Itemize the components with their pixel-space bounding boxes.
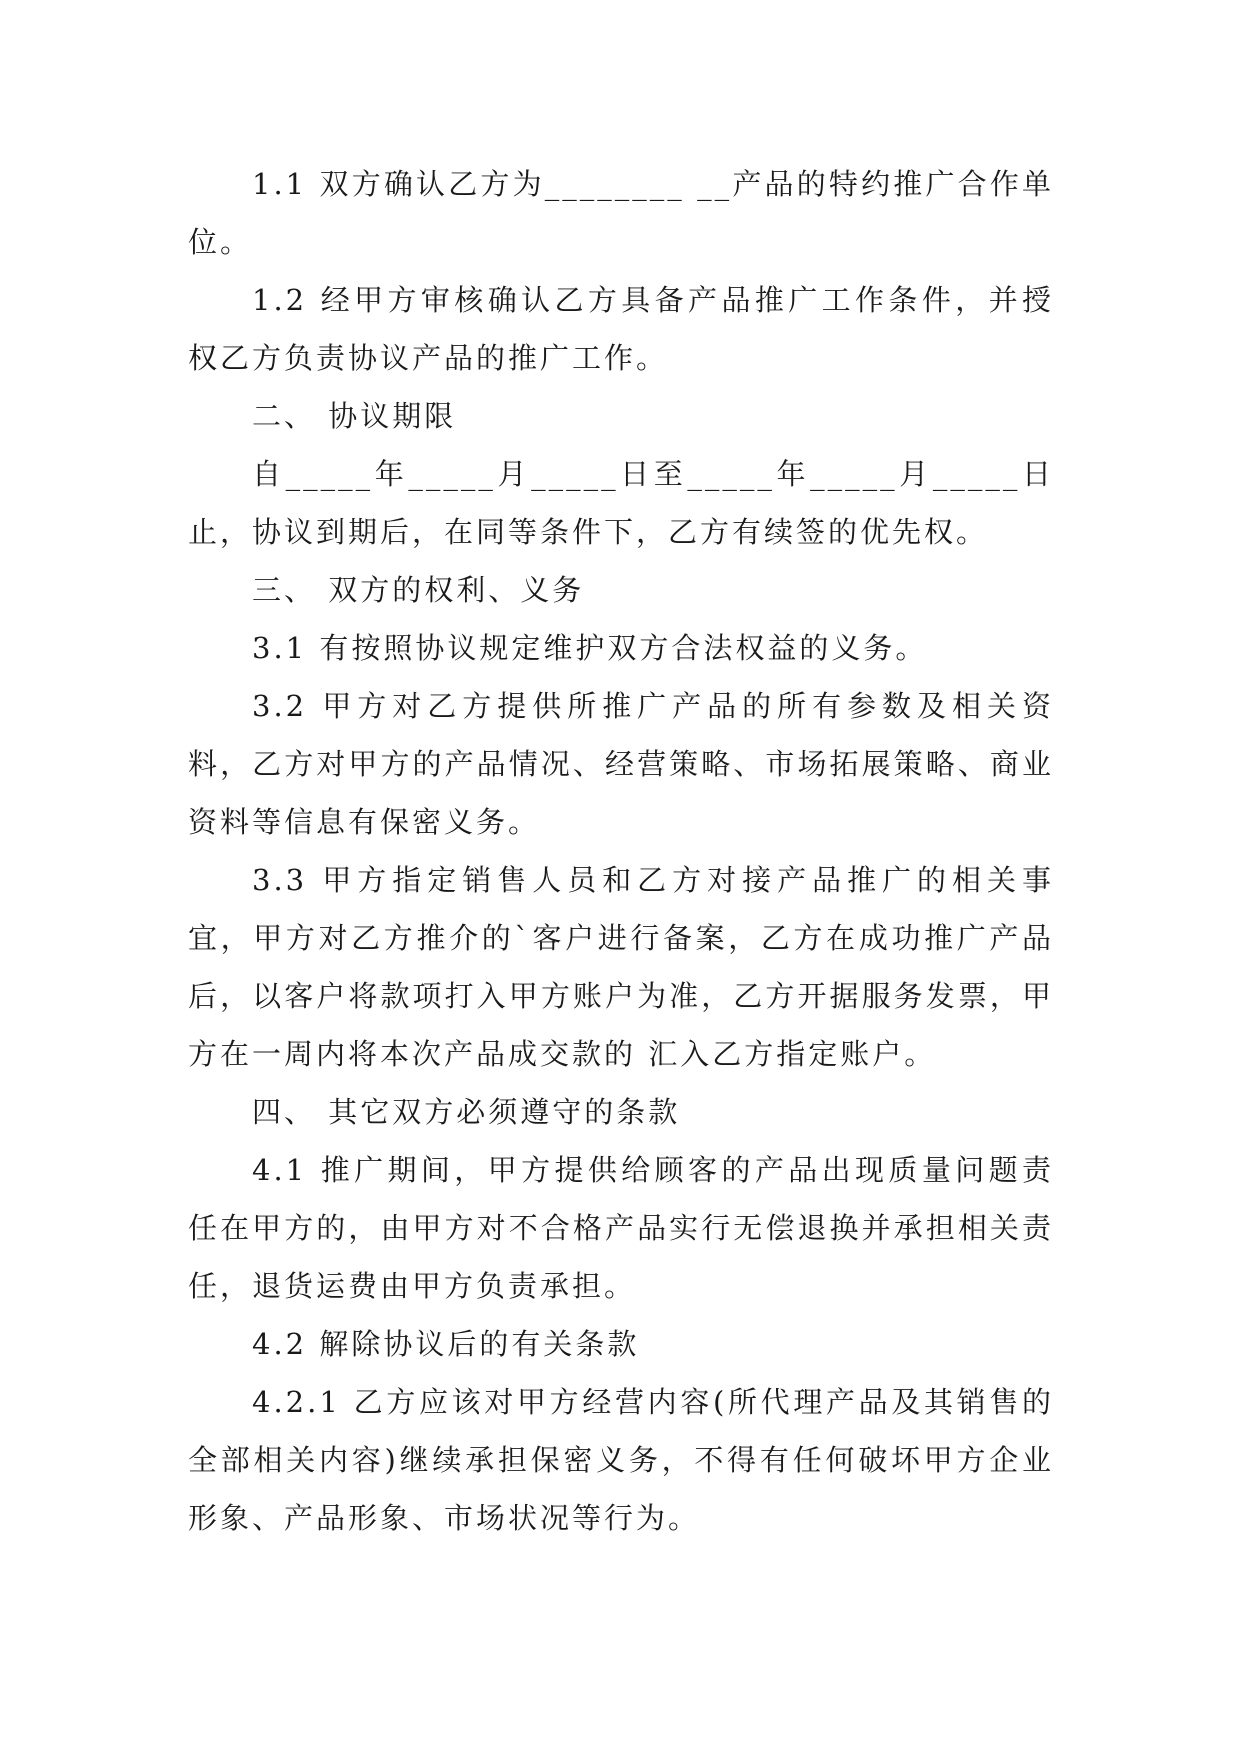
section-heading-other-terms: 四、 其它双方必须遵守的条款 — [252, 1095, 681, 1129]
clause-3-1: 3.1 有按照协议规定维护双方合法权益的义务。 — [252, 631, 928, 665]
section-heading-rights: 三、 双方的权利、义务 — [252, 573, 585, 607]
clause-1-1: 1.1 双方确认乙方为________ __产品的特约推广合作单位。 — [188, 167, 1054, 259]
clause-3-2: 3.2 甲方对乙方提供所推广产品的所有参数及相关资料，乙方对甲方的产品情况、经营策略、市场拓展策略、商业资料等信息有保密义务。 — [188, 689, 1054, 839]
clause-1-2: 1.2 经甲方审核确认乙方具备产品推广工作条件，并授权乙方负责协议产品的推广工作。 — [188, 283, 1054, 375]
section-heading-term: 二、 协议期限 — [252, 399, 457, 433]
clause-3-3: 3.3 甲方指定销售人员和乙方对接产品推广的相关事宜，甲方对乙方推介的`客户进行备案，乙方在成功推广产品后，以客户将款项打入甲方账户为准，乙方开据服务发票，甲方在一周内将本次产品成交款的 汇入乙方指定账户。 — [188, 863, 1054, 1071]
clause-4-2-heading: 4.2 解除协议后的有关条款 — [252, 1327, 640, 1361]
document-body — [188, 155, 1054, 1547]
term-period-paragraph: 自_____年_____月_____日至_____年_____月_____日止，协议到期后，在同等条件下，乙方有续签的优先权。 — [188, 457, 1054, 549]
clause-4-2-1: 4.2.1 乙方应该对甲方经营内容(所代理产品及其销售的全部相关内容)继续承担保密义务，不得有任何破坏甲方企业形象、产品形象、市场状况等行为。 — [188, 1385, 1054, 1535]
clause-4-1: 4.1 推广期间，甲方提供给顾客的产品出现质量问题责任在甲方的，由甲方对不合格产品实行无偿退换并承担相关责任，退货运费由甲方负责承担。 — [188, 1153, 1054, 1303]
